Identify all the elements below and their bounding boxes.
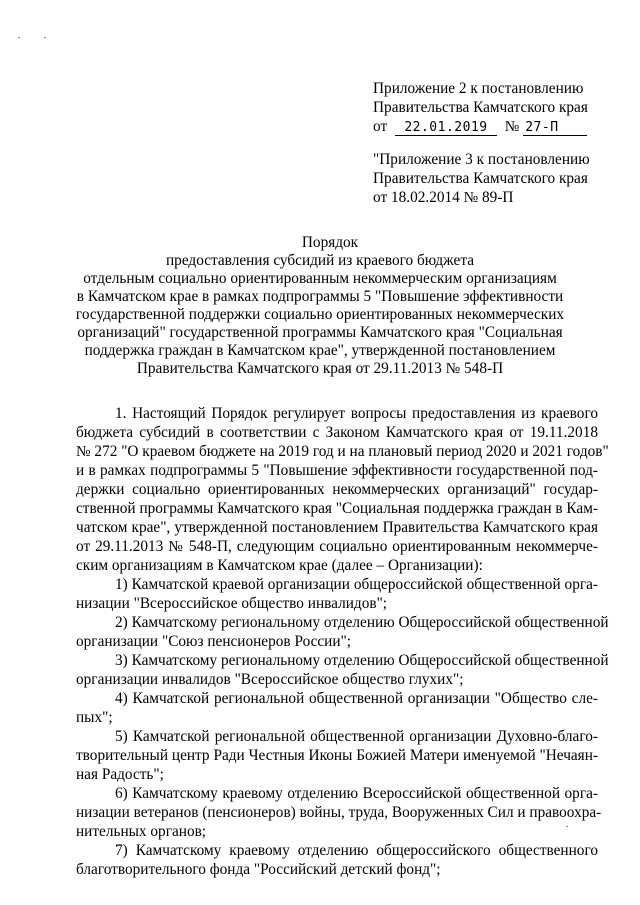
list-item-cont: благотворительного фонда "Российский детский фонд"; <box>76 861 441 878</box>
body-line: от 29.11.2013 № 548-П, следующим социально ориентированным некоммерче- <box>76 538 598 555</box>
title-line: предоставления субсидий из краевого бюджета <box>165 252 474 269</box>
title-line: отдельным социально ориентированным некоммерческим организациям <box>83 270 557 287</box>
list-item: 3) Камчатскому региональному отделению Общероссийской общественной <box>115 652 609 669</box>
body-line: держки социально ориентированных некоммерческих организаций" государ- <box>76 481 598 498</box>
list-item: 5) Камчатской региональной общественной организации Духовно-благо- <box>115 728 598 745</box>
list-item: 2) Камчатскому региональному отделению Общероссийской общественной <box>115 614 609 631</box>
list-item-cont: творительный центр Ради Честныя Иконы Божией Матери именуемой "Нечаян- <box>76 747 598 764</box>
appendix-date-line <box>373 117 587 136</box>
title-line: поддержка граждан в Камчатском крае", утвержденной постановлением <box>84 342 556 359</box>
list-item: 6) Камчатскому краевому отделению Всероссийской общественной орга- <box>115 785 598 802</box>
body-line: ственной программы Камчатского края "Социальная поддержка граждан в Кам- <box>76 500 598 517</box>
scan-speck <box>44 37 46 38</box>
quoted-header-line2: Правительства Камчатского края <box>373 170 588 187</box>
body-line: бюджета субсидий в соответствии с Законом Камчатского края от 19.11.2018 <box>76 424 598 441</box>
scan-speck <box>18 37 20 38</box>
appendix-header-line1: Приложение 2 к постановлению <box>373 80 584 97</box>
title-line: Правительства Камчатского края от 29.11.2013 № 548-П <box>136 360 504 377</box>
list-item-cont: организации инвалидов "Всероссийское общество глухих"; <box>76 671 464 688</box>
number-prefix: № <box>504 118 520 135</box>
body-line: 1. Настоящий Порядок регулирует вопросы предоставления из краевого <box>115 405 598 422</box>
title-line: организаций" государственной программы Камчатского края "Социальная <box>77 324 563 341</box>
list-item-cont: низации ветеранов (пенсионеров) войны, труда, Вооруженных Сил и правоохра- <box>76 804 602 821</box>
date-prefix: от <box>373 118 388 135</box>
list-item-cont: ная Радость"; <box>76 766 164 783</box>
list-item: 7) Камчатскому краевому отделению общероссийского общественного <box>115 842 598 859</box>
list-item-cont: организации "Союз пенсионеров России"; <box>76 633 352 650</box>
title-line: в Камчатском крае в рамках подпрограммы 5 "Повышение эффективности <box>76 288 564 305</box>
body-line: № 272 "О краевом бюджете на 2019 год и на плановый период 2020 и 2021 годов" <box>76 443 609 460</box>
list-item-cont: низации "Всероссийское общество инвалидов"; <box>76 595 388 612</box>
number-value: 27-П <box>523 120 587 136</box>
scan-speck <box>566 826 568 827</box>
body-line: и в рамках подпрограммы 5 "Повышение эффективности государственной под- <box>76 462 598 479</box>
document-title: Порядок <box>301 234 359 251</box>
list-item: 1) Камчатской краевой организации общероссийской общественной орга- <box>115 576 598 593</box>
title-line: государственной поддержки социально ориентированных некоммерческих <box>75 306 565 323</box>
body-line: чатском крае", утвержденной постановлением Правительства Камчатского края <box>76 519 598 536</box>
quoted-header-line1: "Приложение 3 к постановлению <box>373 151 590 168</box>
list-item: 4) Камчатской региональной общественной организации "Общество сле- <box>115 690 598 707</box>
appendix-header-line2: Правительства Камчатского края <box>373 99 588 116</box>
list-item-cont: пых"; <box>76 709 113 726</box>
body-line: ским организациям в Камчатском крае (далее – Организации): <box>76 557 483 574</box>
list-item-cont: нительных органов; <box>76 823 207 840</box>
quoted-header-line3: от 18.02.2014 № 89-П <box>373 189 514 206</box>
date-value: 22.01.2019 <box>395 120 497 136</box>
